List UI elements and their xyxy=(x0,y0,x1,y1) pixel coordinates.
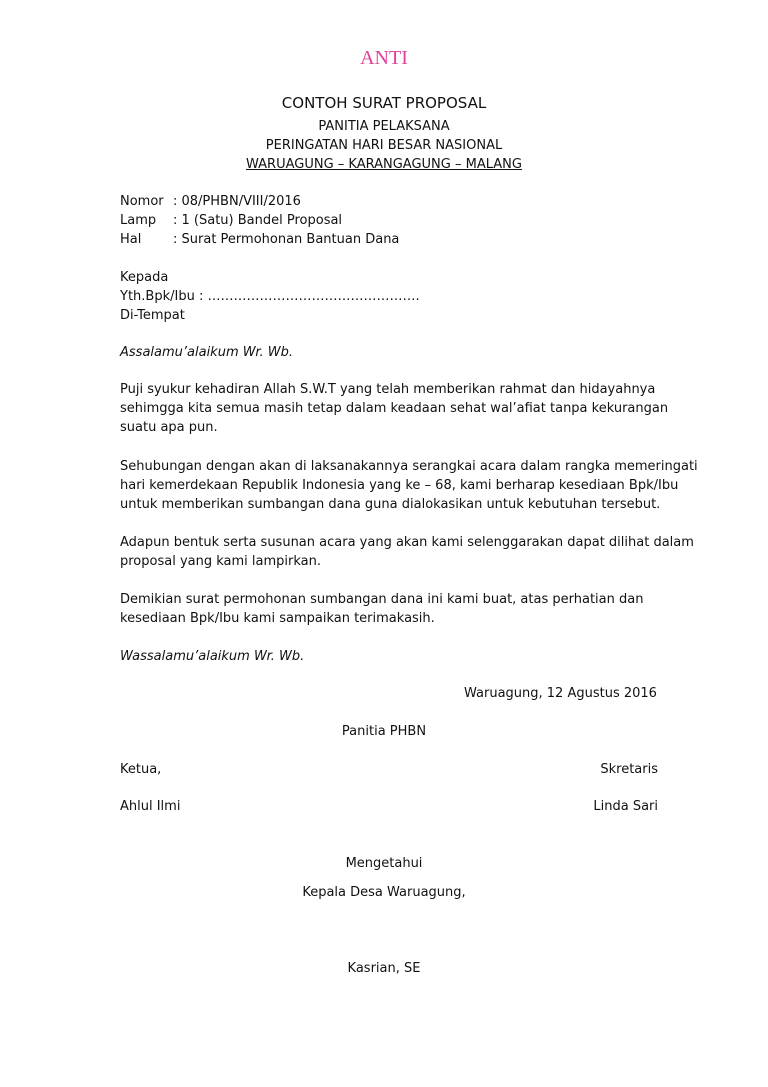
greeting: Assalamu’alaikum Wr. Wb. xyxy=(120,345,294,360)
lamp-value: : 1 (Satu) Bandel Proposal xyxy=(173,213,343,228)
paragraph-line: sehimgga kita semua masih tetap dalam keadaan sehat wal’afiat tanpa kekurangan xyxy=(120,401,669,416)
paragraph-line: kesediaan Bpk/Ibu kami sampaikan terimakasih. xyxy=(120,611,435,626)
paragraph-4 xyxy=(120,590,680,628)
hal-label: Hal xyxy=(120,232,142,247)
watermark-text: ANTI xyxy=(360,47,408,69)
paragraph-line: Sehubungan dengan akan di laksanakannya serangkai acara dalam rangka memeringati xyxy=(120,459,698,474)
paragraph-2 xyxy=(120,457,698,514)
committee-heading: PANITIA PELAKSANA xyxy=(318,119,450,134)
paragraph-line: Puji syukur kehadiran Allah S.W.T yang telah memberikan rahmat dan hidayahnya xyxy=(120,382,656,397)
ketua-name: Ahlul Ilmi xyxy=(120,799,181,814)
committee-signature-heading: Panitia PHBN xyxy=(341,724,427,739)
mengetahui-label: Mengetahui xyxy=(345,856,423,871)
paragraph-line: untuk memberikan sumbangan dana guna dialokasikan untuk kebutuhan tersebut. xyxy=(120,497,661,512)
nomor-value: : 08/PHBN/VIII/2016 xyxy=(173,194,301,209)
location-heading: WARUAGUNG – KARANGAGUNG – MALANG xyxy=(246,157,522,172)
paragraph-line: proposal yang kami lampirkan. xyxy=(120,554,321,569)
paragraph-line: Demikian surat permohonan sumbangan dana ini kami buat, atas perhatian dan xyxy=(120,592,644,607)
hal-value: : Surat Permohonan Bantuan Dana xyxy=(173,232,400,247)
nomor-label: Nomor xyxy=(120,194,164,209)
lamp-label: Lamp xyxy=(120,213,157,228)
recipient-tempat: Di-Tempat xyxy=(120,308,185,323)
paragraph-1 xyxy=(120,380,680,437)
closing: Wassalamu’alaikum Wr. Wb. xyxy=(120,649,305,664)
event-heading: PERINGATAN HARI BESAR NASIONAL xyxy=(265,138,503,153)
recipient-yth: Yth.Bpk/Ibu : …………………………………………. xyxy=(120,289,420,304)
paragraph-line: hari kemerdekaan Republik Indonesia yang ke – 68, kami berharap kesediaan Bpk/Ibu xyxy=(120,478,679,493)
ketua-title: Ketua, xyxy=(120,762,162,777)
recipient-kepada: Kepada xyxy=(120,270,169,285)
paragraph-line: suatu apa pun. xyxy=(120,420,218,435)
paragraph-line: Adapun bentuk serta susunan acara yang akan kami selenggarakan dapat dilihat dalam xyxy=(120,535,694,550)
sekretaris-title: Skretaris xyxy=(600,762,658,777)
letter-date: Waruagung, 12 Agustus 2016 xyxy=(464,686,657,701)
kepala-desa-title: Kepala Desa Waruagung, xyxy=(302,885,466,900)
letter-title: CONTOH SURAT PROPOSAL xyxy=(281,94,487,112)
paragraph-3 xyxy=(120,533,694,571)
kepala-desa-name: Kasrian, SE xyxy=(347,961,421,976)
sekretaris-name: Linda Sari xyxy=(593,799,658,814)
